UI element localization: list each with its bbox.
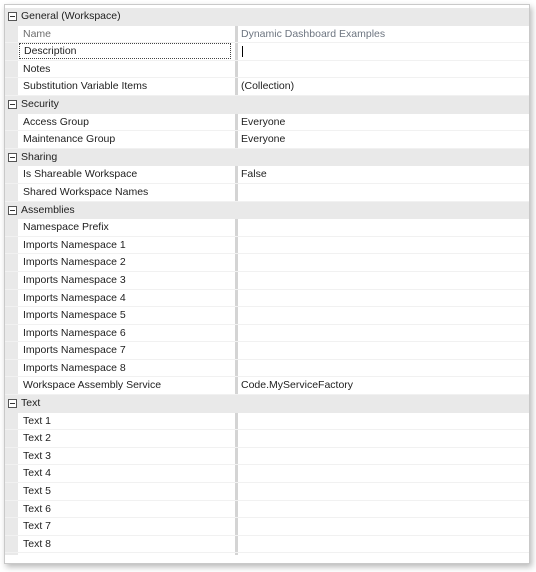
category-security[interactable] bbox=[5, 96, 529, 114]
property-name: Namespace Prefix bbox=[23, 221, 109, 234]
property-row-imports-namespace-2[interactable] bbox=[5, 254, 529, 272]
property-name: Imports Namespace 8 bbox=[23, 361, 126, 374]
property-value[interactable]: Everyone bbox=[241, 133, 286, 146]
property-name: Access Group bbox=[23, 115, 89, 128]
property-row-text-6[interactable] bbox=[5, 501, 529, 519]
property-name: Text 6 bbox=[23, 502, 52, 515]
property-row-imports-namespace-7[interactable] bbox=[5, 342, 529, 360]
text-caret bbox=[242, 46, 243, 57]
category-label: Assemblies bbox=[21, 203, 75, 216]
property-name: Maintenance Group bbox=[23, 133, 116, 146]
property-row-text-4[interactable] bbox=[5, 465, 529, 483]
property-name: Imports Namespace 1 bbox=[23, 238, 126, 251]
property-row-imports-namespace-5[interactable] bbox=[5, 307, 529, 325]
property-name: Imports Namespace 3 bbox=[23, 273, 126, 286]
property-grid bbox=[5, 8, 529, 553]
property-row-text-1[interactable] bbox=[5, 413, 529, 431]
property-value: Dynamic Dashboard Examples bbox=[241, 27, 386, 40]
property-name: Substitution Variable Items bbox=[23, 80, 148, 93]
collapse-minus-icon[interactable] bbox=[8, 12, 17, 21]
category-label: Sharing bbox=[21, 150, 58, 163]
property-name: Name bbox=[23, 27, 52, 40]
property-name: Shared Workspace Names bbox=[23, 185, 149, 198]
property-name: Text 5 bbox=[23, 485, 52, 498]
property-name: Imports Namespace 7 bbox=[23, 344, 126, 357]
collapse-minus-icon[interactable] bbox=[8, 206, 17, 215]
category-sharing[interactable] bbox=[5, 149, 529, 167]
property-name: Text 1 bbox=[23, 414, 52, 427]
property-row-is-shareable-workspace[interactable] bbox=[5, 166, 529, 184]
property-value[interactable]: False bbox=[241, 168, 267, 181]
collapse-minus-icon[interactable] bbox=[8, 399, 17, 408]
property-name: Imports Namespace 4 bbox=[23, 291, 126, 304]
property-row-workspace-assembly-service[interactable] bbox=[5, 377, 529, 395]
property-row-text-8[interactable] bbox=[5, 536, 529, 554]
property-row-name[interactable] bbox=[5, 26, 529, 44]
property-row-text-7[interactable] bbox=[5, 518, 529, 536]
property-row-text-3[interactable] bbox=[5, 448, 529, 466]
collapse-minus-icon[interactable] bbox=[8, 153, 17, 162]
property-row-description[interactable] bbox=[5, 43, 529, 61]
property-value[interactable]: Code.MyServiceFactory bbox=[241, 379, 354, 392]
property-row-imports-namespace-6[interactable] bbox=[5, 325, 529, 343]
property-name: Notes bbox=[23, 62, 51, 75]
property-row-text-2[interactable] bbox=[5, 430, 529, 448]
property-value[interactable]: Everyone bbox=[241, 115, 286, 128]
category-text[interactable] bbox=[5, 395, 529, 413]
property-row-access-group[interactable] bbox=[5, 114, 529, 132]
property-name: Text 4 bbox=[23, 467, 52, 480]
property-row-imports-namespace-1[interactable] bbox=[5, 237, 529, 255]
property-value[interactable]: (Collection) bbox=[241, 80, 295, 93]
property-name: Description bbox=[19, 43, 231, 59]
property-row-notes[interactable] bbox=[5, 61, 529, 79]
property-row-shared-workspace-names[interactable] bbox=[5, 184, 529, 202]
category-label: Text bbox=[21, 397, 41, 410]
property-grid-window bbox=[4, 4, 530, 564]
category-assemblies[interactable] bbox=[5, 202, 529, 220]
property-name: Text 8 bbox=[23, 537, 52, 550]
property-row-text-5[interactable] bbox=[5, 483, 529, 501]
property-row-substitution-variable-items[interactable] bbox=[5, 78, 529, 96]
property-name: Imports Namespace 2 bbox=[23, 256, 126, 269]
property-row-imports-namespace-4[interactable] bbox=[5, 290, 529, 308]
property-name: Imports Namespace 5 bbox=[23, 309, 126, 322]
property-name: Text 3 bbox=[23, 449, 52, 462]
property-name: Is Shareable Workspace bbox=[23, 168, 138, 181]
category-label: Security bbox=[21, 97, 59, 110]
property-row-namespace-prefix[interactable] bbox=[5, 219, 529, 237]
category-label: General (Workspace) bbox=[21, 10, 121, 22]
property-row-maintenance-group[interactable] bbox=[5, 131, 529, 149]
property-row-imports-namespace-8[interactable] bbox=[5, 360, 529, 378]
property-row-imports-namespace-3[interactable] bbox=[5, 272, 529, 290]
property-name: Workspace Assembly Service bbox=[23, 379, 162, 392]
property-name: Imports Namespace 6 bbox=[23, 326, 126, 339]
category-general-workspace[interactable] bbox=[5, 8, 529, 26]
property-name: Text 2 bbox=[23, 432, 52, 445]
property-name: Text 7 bbox=[23, 520, 52, 533]
collapse-minus-icon[interactable] bbox=[8, 100, 17, 109]
